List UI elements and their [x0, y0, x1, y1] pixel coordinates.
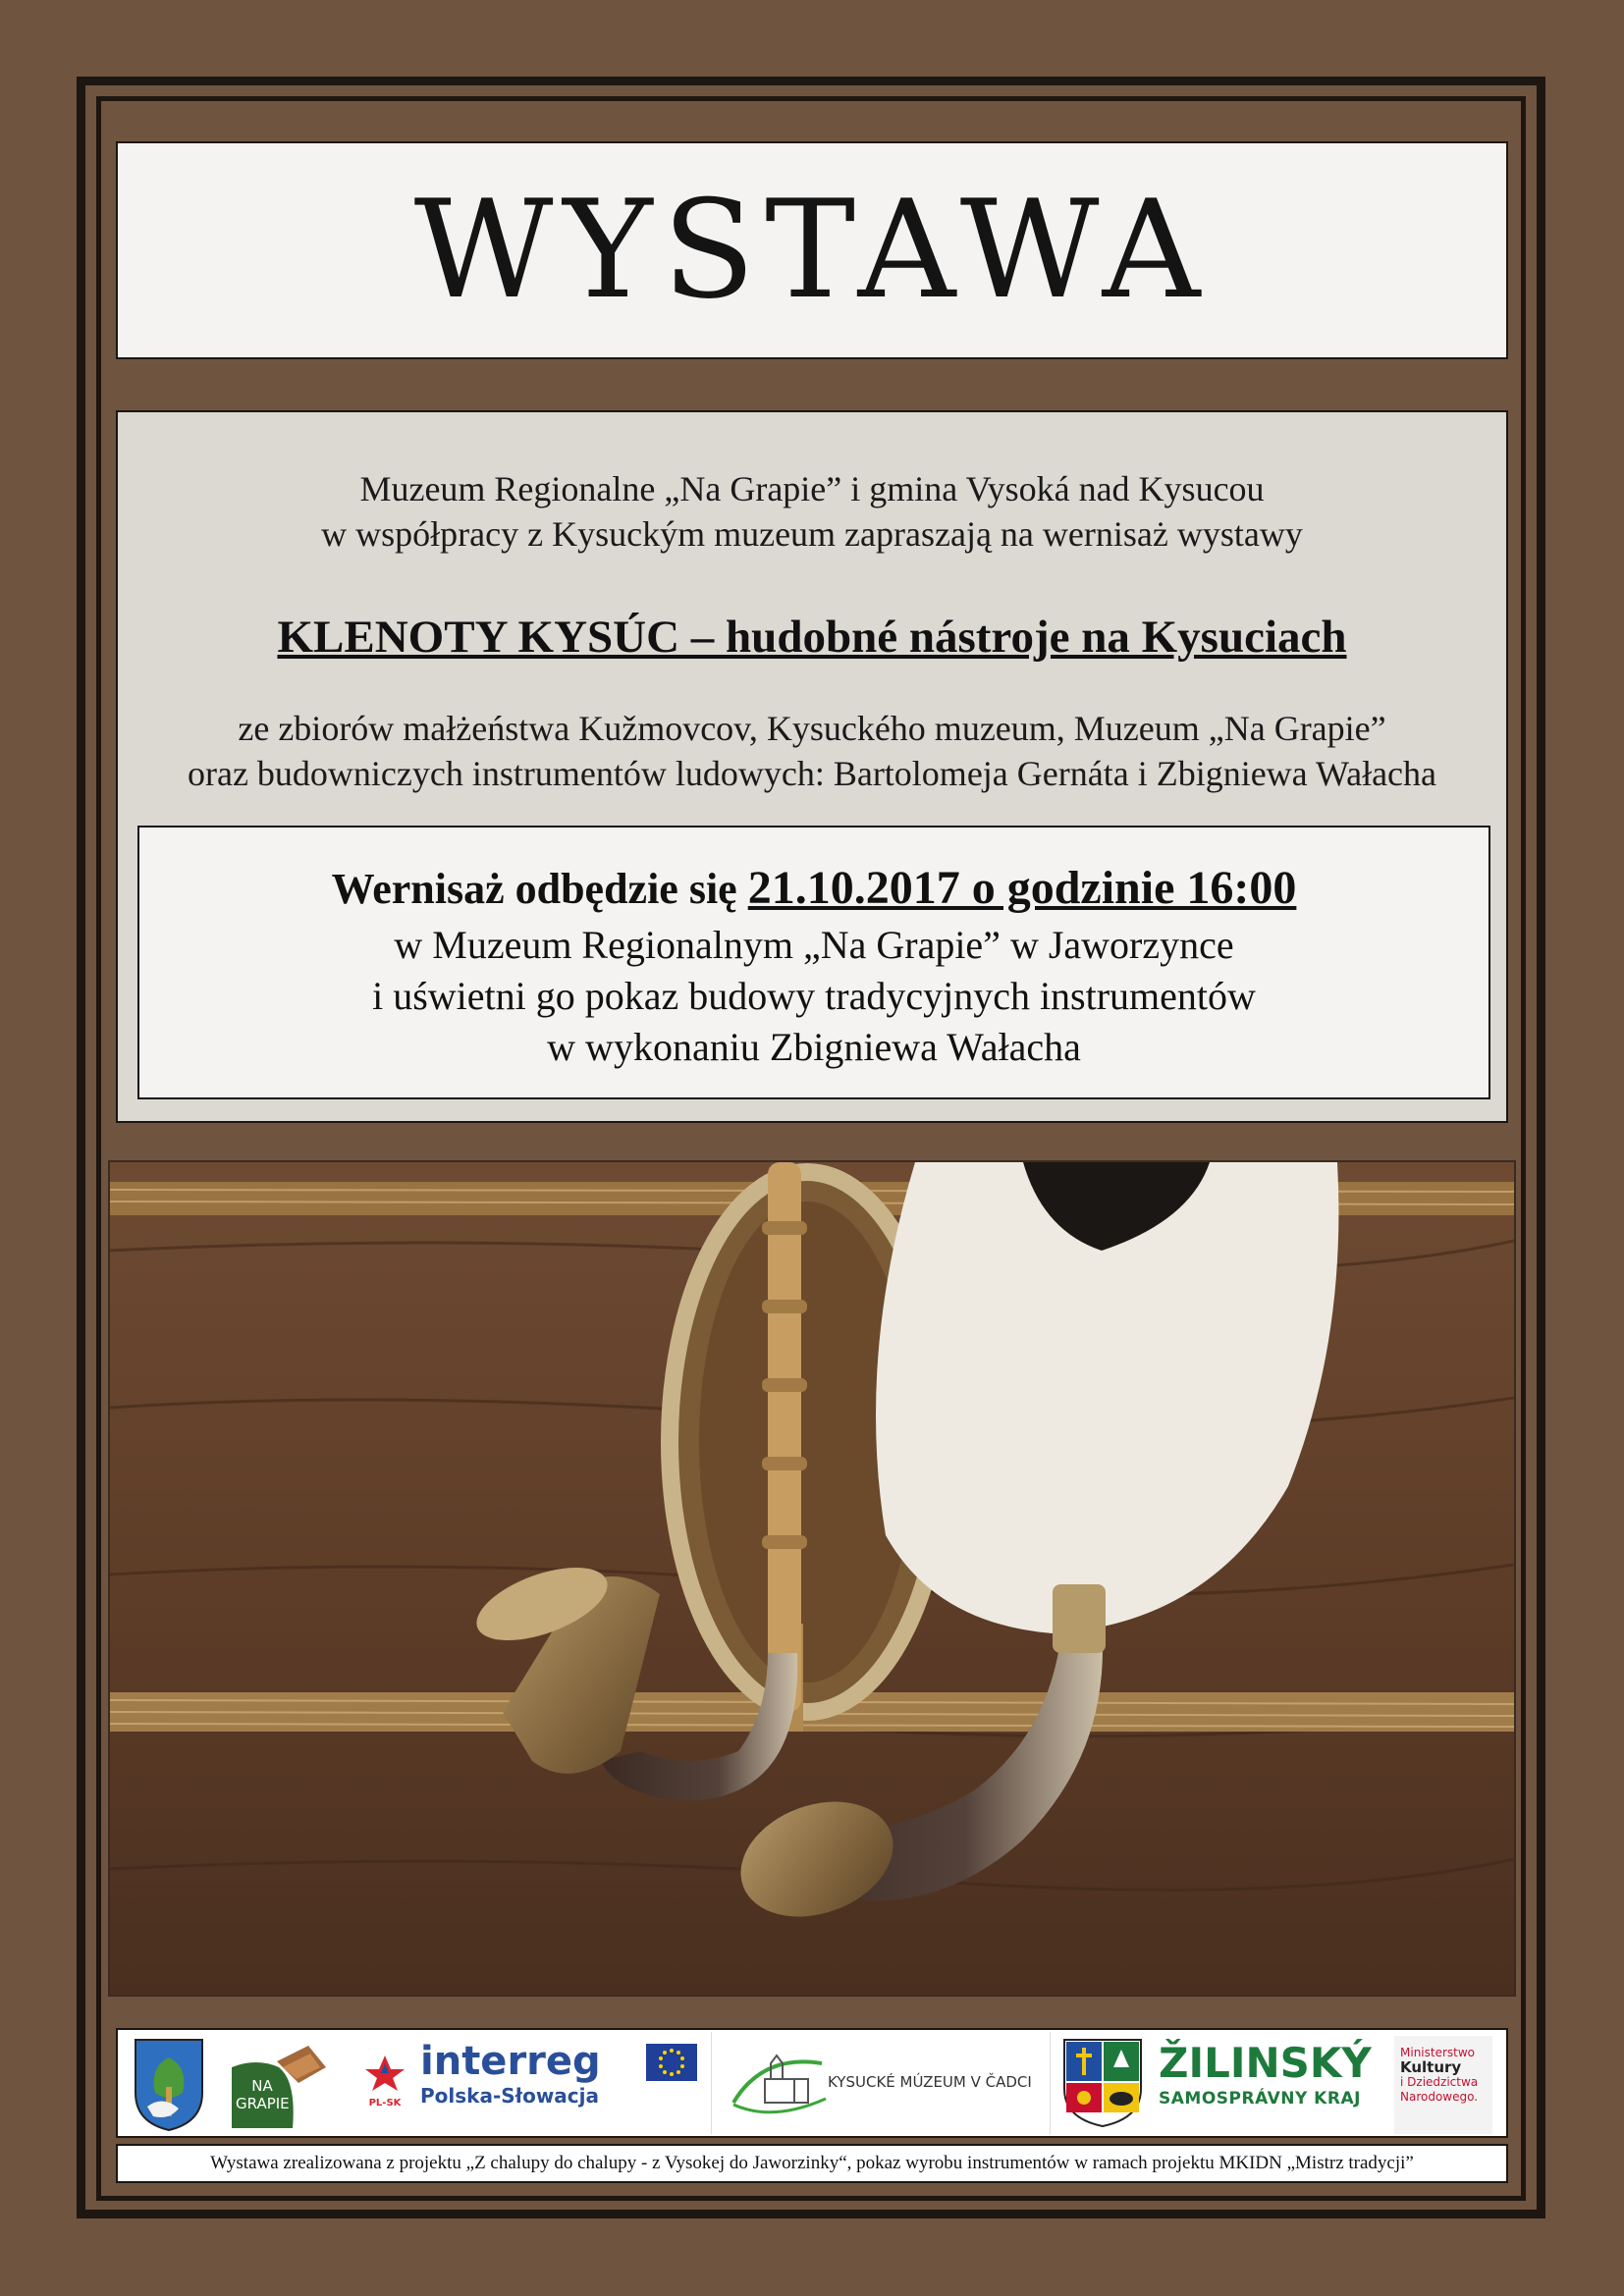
info-panel — [116, 410, 1508, 1123]
zilinsky-sub-label: SAMOSPRÁVNY KRAJ — [1159, 2089, 1361, 2109]
event-line-1 — [139, 862, 1489, 914]
ministry-line-2: Kultury — [1400, 2058, 1462, 2076]
ministry-line-1: Ministerstwo — [1400, 2046, 1476, 2059]
na-grapie-logo-line-1: NA — [251, 2077, 273, 2095]
partner-logos — [116, 2028, 1508, 2138]
ministry-culture-logo — [1394, 2036, 1492, 2134]
instruments-photo — [108, 1160, 1516, 1997]
pl-sk-label: PL-SK — [368, 2098, 402, 2109]
na-grapie-logo-line-2: GRAPIE — [236, 2095, 290, 2112]
zilinsky-kraj-logo — [1159, 2040, 1375, 2130]
event-panel — [137, 826, 1490, 1099]
zilinsky-label: ŽILINSKÝ — [1159, 2039, 1372, 2087]
interreg-logo — [420, 2040, 607, 2130]
interreg-sub-label: Polska-Słowacja — [420, 2084, 600, 2108]
event-line-3: i uświetni go pokaz budowy tradycyjnych instrumentów — [372, 974, 1256, 1018]
exhibition-headline: KLENOTY KYSÚC – hudobné nástroje na Kysuciach — [277, 612, 1347, 663]
pl-sk-logo — [361, 2054, 408, 2122]
na-grapie-logo — [228, 2038, 326, 2132]
intro-line-2: w współpracy z Kysuckým muzeum zapraszają na wernisaż wystawy — [321, 514, 1303, 554]
event-line-2: w Muzeum Regionalnym „Na Grapie” w Jaworzynce — [394, 923, 1234, 967]
footer-note: Wystawa zrealizowana z projektu „Z chalupy do chalupy - z Vysokej do Jaworzinky“, pokaz wyrobu instrumentów w ramach projektu MKIDN „Mistrz tradycji” — [116, 2144, 1508, 2183]
vysoka-coat-of-arms-logo — [134, 2038, 204, 2137]
ministry-line-4: Narodowego. — [1400, 2090, 1479, 2104]
page-title: WYSTAWA — [413, 171, 1211, 329]
pl-sk-star-icon — [363, 2054, 406, 2093]
interreg-label: interreg — [420, 2039, 601, 2084]
event-line-4: w wykonaniu Zbigniewa Wałacha — [547, 1025, 1081, 1069]
intro-line-1: Muzeum Regionalne „Na Grapie” i gmina Vysoká nad Kysucou — [359, 469, 1265, 508]
title-panel — [116, 141, 1508, 359]
church-icon — [724, 2044, 832, 2122]
event-prefix: Wernisaż odbędzie się — [331, 865, 748, 913]
collections-line-1: ze zbiorów małżeństwa Kužmovcov, Kysuckého muzeum, Muzeum „Na Grapie” — [238, 709, 1386, 748]
event-date-time: 21.10.2017 o godzinie 16:00 — [747, 862, 1297, 914]
eu-flag-icon — [646, 2044, 697, 2086]
kysucke-muzeum-logo — [711, 2032, 1051, 2134]
kysucke-muzeum-label: KYSUCKÉ MÚZEUM V ČADCI — [828, 2073, 1032, 2091]
collections-line-2: oraz budowniczych instrumentów ludowych: Bartolomeja Gernáta i Zbigniewa Wałacha — [187, 754, 1437, 793]
ministry-line-3: i Dziedzictwa — [1400, 2075, 1479, 2089]
zilina-region-coat-of-arms-logo — [1062, 2038, 1143, 2133]
